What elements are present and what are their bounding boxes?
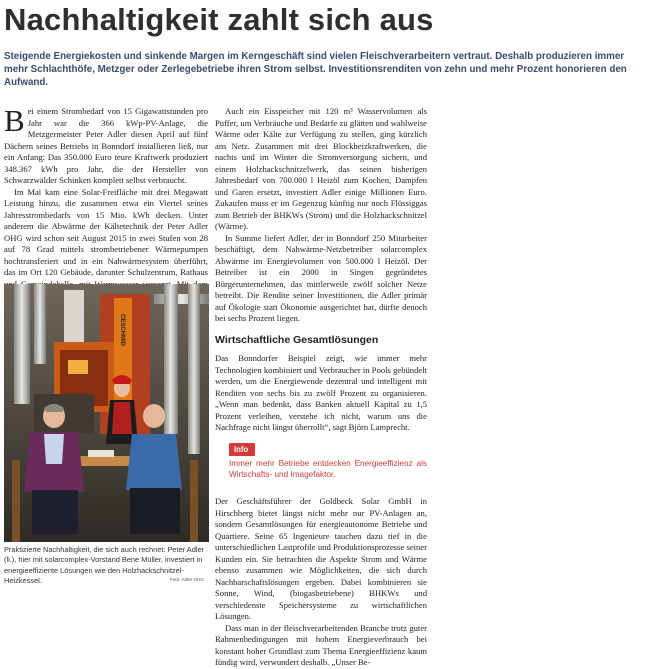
article-lead: Steigende Energiekosten und sinkende Margen im Kerngeschäft sind vielen Fleischverarbeitern vertraut. Deshalb produzieren immer mehr Schlachthöfe, Metzger oder Zerlegebetriebe ihren Strom selbst. Investitionsrenditen von zehn und mehr Prozent honorieren den Aufwand.: [4, 51, 627, 89]
right-paragraph-3: Das Bonndorfer Beispiel zeigt, wie immer mehr Technologien kombiniert und Verbraucher in Pools gebündelt werden, um die Energiewende dezentral und intelligent mit Renditen von sechs bis zu zwölf Prozent zu organisieren. „Wenn man bedenkt, dass Banken aktuell Kapital zu 1,5 Prozent verleihen, verstehe ich nicht, warum uns die Nachfrage nicht längst überrollt“, sagt Björn Lamprecht.: [215, 353, 427, 432]
photo-credit: Foto: Adler OHG: [170, 577, 204, 582]
photo-caption: Praktizierte Nachhaltigkeit, die sich auch rechnet: Peter Adler (li.), hier mit solarcomplex-Vorstand Bene Müller, investiert in energieeffiziente Lösungen wie den Holzhackschnitzel-Heizkessel.: [4, 545, 205, 586]
left-paragraph-1: [4, 103, 208, 187]
article-title: Nachhaltigkeit zahlt sich aus: [4, 2, 434, 37]
section-subhead: Wirtschaftliche Gesamtlösungen: [215, 333, 379, 346]
info-text: Immer mehr Betriebe entdecken Energieeffizienz als Wirtschafts- und Imagefaktor.: [229, 459, 427, 479]
info-badge: Info: [229, 443, 255, 457]
right-column: [215, 106, 427, 669]
boiler-label: CESCHMID: [119, 314, 125, 347]
right-paragraph-4: Der Geschäftsführer der Goldbeck Solar GmbH in Hirschberg bietet längst nicht mehr nur PV-Anlagen an, sondern Gesamtlösungen für energieautonome Betriebe und Quartiere. Seine 65 Ingenieure tauchen dazu tief in die unterschiedlichen Lastprofile und Produktionsprozesse seiner Kunden ein. Sie betrachten die Aspekte Strom und Wärme ebenso zusammen wie Möglichkeiten, die sich durch Nachbarschaftslösungen ergeben. Dabei kombinieren sie Sonne, Wind, (biogasbetriebene) BHKWs und verschiedenste Speichersysteme zu wirtschaftlichen Lösungen.: [215, 496, 427, 621]
right-paragraph-2: In Summe liefert Adler, der in Bonndorf 250 Mitarbeiter beschäftigt, dem Nahwärme-Netzbetreiber solarcomplex Abwärme im Energievolumen von 500.000 l Heizöl. Der Betreiber ist ein 2000 in Singen gegründetes Bürgerunternehmen, das mittlerweile zwölf solcher Netze betreibt. Die Rendite seiner Investitionen, die Adler primär auf Ökologie statt Ökonomie ausgerichtet hat, dürfte denoch bei sechs Prozent liegen.: [215, 232, 427, 323]
left-paragraph-1-text: ei einem Strombedarf von 15 Gigawattstunden pro Jahr war die 366 kWp-PV-Anlage, die Metzgermeister Peter Adler diesen April auf fünf Dächern seines Betriebs in Bonndorf installieren ließ, nur ein Anfang: Das 350.000 Euro teure Kraftwerk produziert 348.367 kWh pro Jahr, die der Hersteller von Schwarzwälder Schinken komplett selbst verbraucht.: [4, 106, 208, 185]
article-photo: [4, 284, 209, 542]
photo-illustration: [4, 284, 209, 542]
right-paragraph-5: Dass man in der fleischverarbeitenden Branche trotz guter Rahmenbedingungen mit hohem Energieverbrauch bei konstant hoher Grundlast zum Thema Energieeffizienz kaum fündig wird, verwundert deshalb. „Unser Be-: [215, 622, 427, 667]
left-paragraph-2: Im Mai kam eine Solar-Freifläche mit drei Megawatt Leistung hinzu, die zusammen etwa ein Viertel seines Jahresstrombedarfs von 15 Mio. kWh decken. Unter anderem die Abwärme der Kältetechnik der Peter Adler OHG wird schon seit August 2015 in zwei Stufen von 28 auf 78 Grad mittels strombetriebener Wärmepumpen hochtransferiert und in ein Nahwärmesystem überführt, das im Ort 120 Gebäude, darunter Schulzentrum, Rathaus: [4, 186, 208, 277]
right-paragraph-1: Auch ein Eisspeicher mit 120 m³ Wasservolumen als Puffer, um Verbräuche und Bedarfe zu glätten und wahlweise Wärme oder Kälte zur Verfügung zu stellen, ging kürzlich ans Netz. Zusammen mit drei Blockheizkraftwerken, die nachts und im Winter die Stromversorgung sichern, und einem Holzhackschnitzelwerk, das seinen bisherigen Jahresbedarf von 700.000 l Heizöl zum Kochen, Dampfen und Garen ersetzt, investiert Adler einige Millionen Euro. Zukaufen muss er im Gegenzug künftig nur noch Flüssiggas zum Betrieb der BHKWs (Strom) und die Holzhackschnitzel (Wärme).: [215, 106, 427, 231]
drop-cap: B: [4, 103, 25, 138]
left-column: [4, 103, 208, 313]
info-box: [215, 443, 427, 481]
